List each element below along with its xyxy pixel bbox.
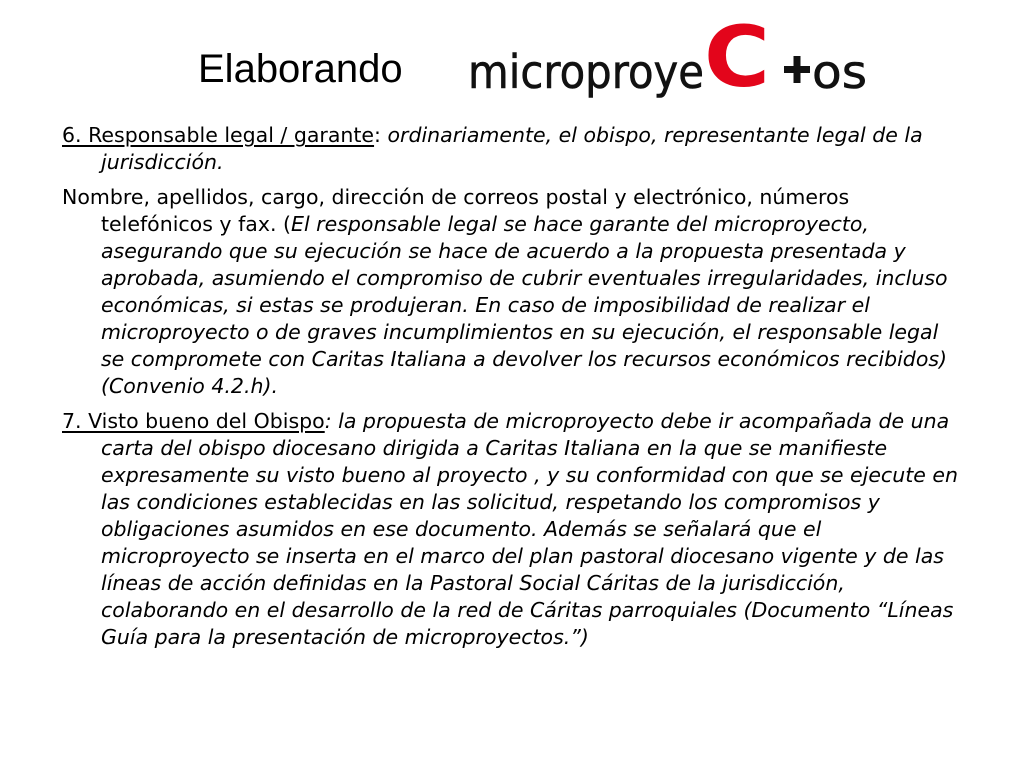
section-6-details-text: Nombre, apellidos, cargo, dirección de correos postal y electrónico, números telefónicos y fax. ( bbox=[62, 185, 850, 236]
title-row bbox=[0, 0, 1024, 110]
slide-body bbox=[62, 122, 966, 659]
logo-text-before: microproye bbox=[468, 45, 704, 99]
section-6-text: ordinariamente, el obispo, representante legal de la jurisdicción. bbox=[101, 123, 923, 174]
slide-title: Elaborando bbox=[198, 47, 403, 91]
section-7-text: la propuesta de microproyecto debe ir acompañada de una carta del obispo diocesano dirigida a Caritas Italiana en la que se manifieste expresamente su visto bueno al proyecto , y su conformidad con que se ejecute en las condiciones establecidas en las solicitud, respetando los compromisos y obligaciones asumidos en ese documento. Además se señalará que el microproyecto se inserta en el marco del plan pastoral diocesano vigente y de las líneas de acción definidas en la Pastoral Social Cáritas de la jurisdicción, colaborando en el desarrollo de la red de Cáritas parroquiales (Documento “Líneas Guía para la presentación de microproyectos.”) bbox=[101, 409, 958, 649]
section-6-heading: 6. Responsable legal / garante bbox=[62, 123, 375, 147]
section-6-details-italic: El responsable legal se hace garante del microproyecto, asegurando que su ejecución se hace de acuerdo a la propuesta presentada y aprobada, asumiendo el compromiso de cubrir eventuales irregularidades, incluso económicas, si estas se produjeran. En caso de imposibilidad de realizar el microproyecto o de graves incumplimientos en su ejecución, el responsable legal se compromete con Caritas Italiana a devolver los recursos económicos recibidos) (Convenio 4.2.h). bbox=[101, 212, 948, 398]
section-6-details-paragraph bbox=[62, 184, 966, 400]
section-6-paragraph bbox=[62, 122, 966, 176]
microproyectos-logo bbox=[466, 4, 886, 104]
logo-plus-icon bbox=[784, 56, 810, 83]
section-7-separator: : bbox=[324, 409, 332, 433]
section-7-paragraph bbox=[62, 408, 966, 651]
logo-text-after: os bbox=[812, 45, 867, 99]
section-6-separator: : bbox=[374, 123, 381, 147]
section-7-heading: 7. Visto bueno del Obispo bbox=[62, 409, 325, 433]
logo-big-c: C bbox=[704, 8, 770, 104]
